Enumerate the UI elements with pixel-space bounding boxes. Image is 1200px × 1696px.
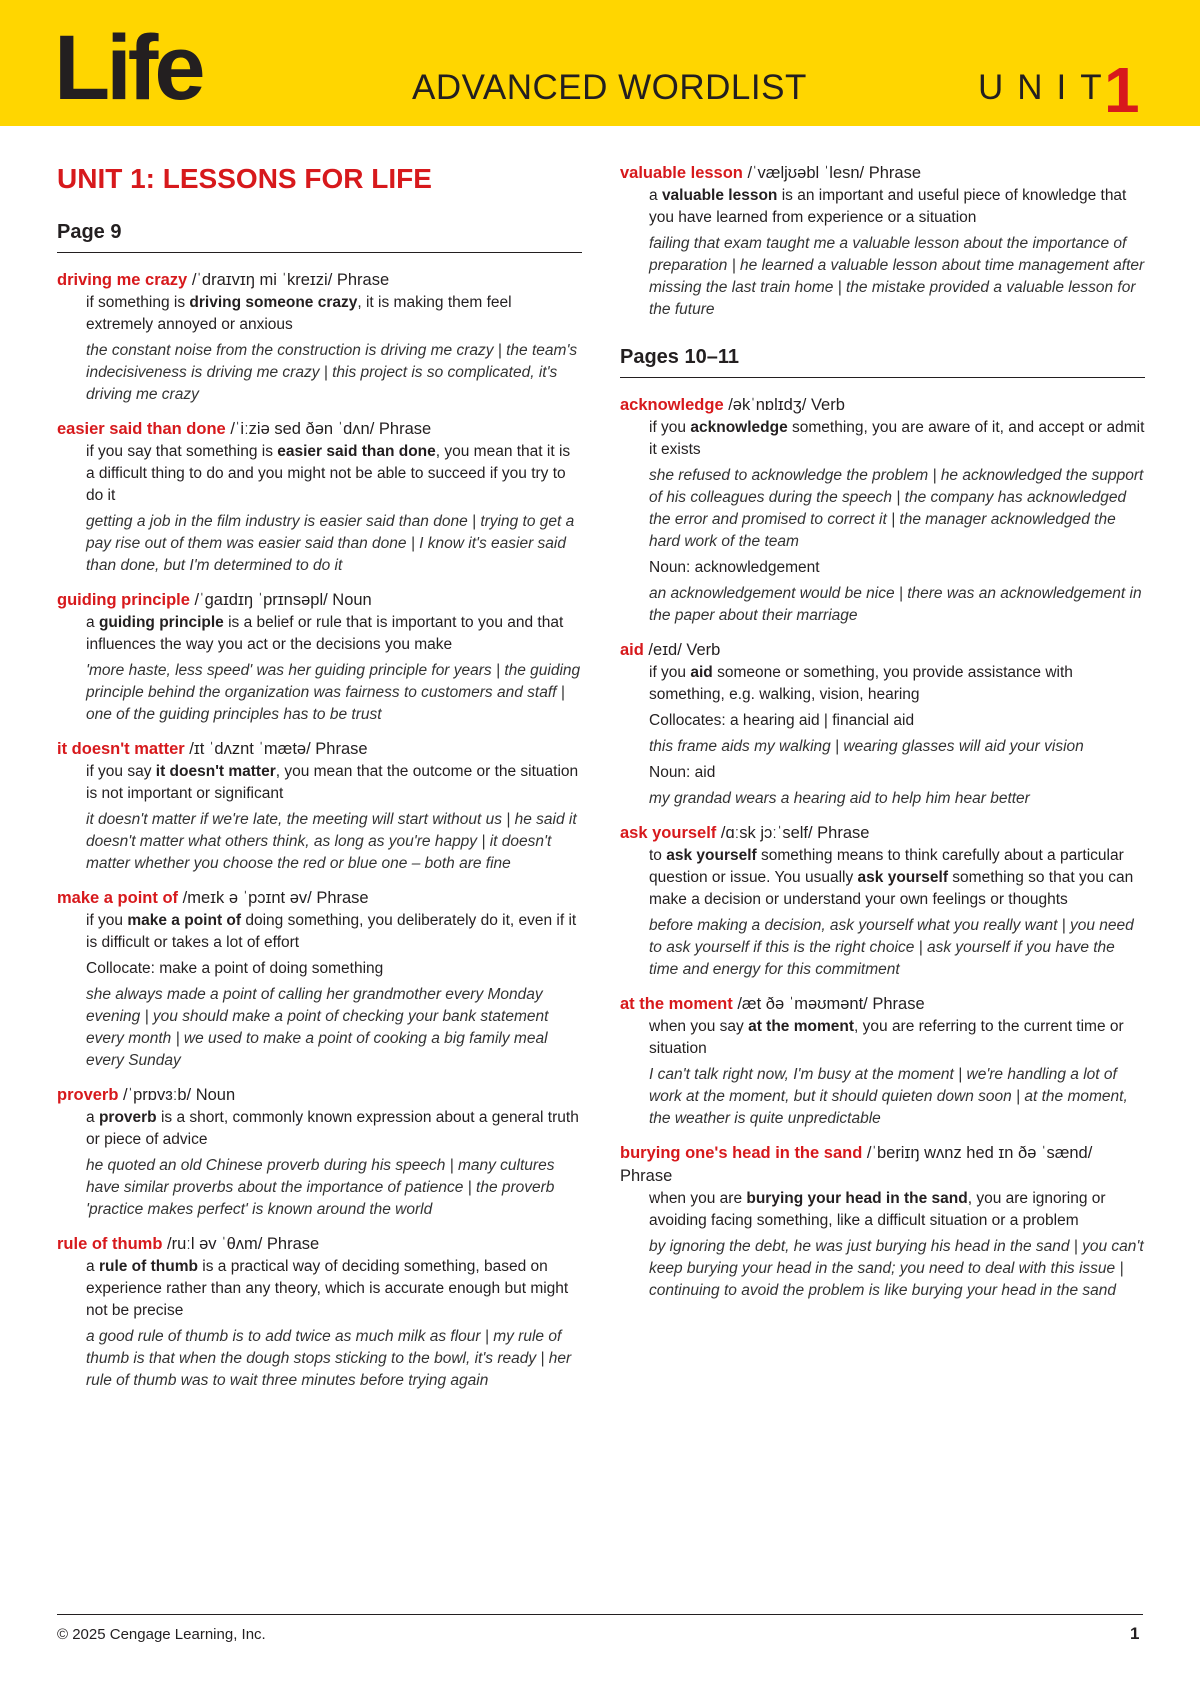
headword: burying one's head in the sand — [620, 1144, 863, 1162]
pronunciation: /ɪt ˈdʌznt ˈmætə/ Phrase — [184, 740, 368, 758]
definition: a valuable lesson is an important and useful piece of knowledge that you have learned from experience or a situation — [649, 187, 1127, 226]
definition: if something is driving someone crazy, it is making them feel extremely annoyed or anxious — [86, 294, 512, 333]
headword: proverb — [57, 1086, 119, 1104]
pronunciation: /ɑːsk jɔːˈself/ Phrase — [716, 824, 870, 842]
definition: when you are burying your head in the sand, you are ignoring or avoiding facing something, like a difficult situation or a problem — [649, 1190, 1106, 1229]
entry-acknowledge — [620, 394, 1145, 627]
examples: by ignoring the debt, he was just burying his head in the sand | you can't keep burying your head in the sand; you need to deal with this issue | continuing to avoid the problem is like burying your head in the sand — [649, 1238, 1144, 1299]
entry-rule-of-thumb — [57, 1233, 582, 1392]
entry-burying-ones-head-in-the-sand — [620, 1142, 1145, 1302]
noun-examples: an acknowledgement would be nice | there was an acknowledgement in the paper about their marriage — [649, 585, 1142, 624]
definition: if you say it doesn't matter, you mean that the outcome or the situation is not important or significant — [86, 763, 579, 802]
definition: if you aid someone or something, you provide assistance with something, e.g. walking, vision, hearing — [649, 664, 1073, 703]
examples: he quoted an old Chinese proverb during his speech | many cultures have similar proverbs about the importance of patience | the proverb 'practice makes perfect' is known around the world — [86, 1157, 555, 1218]
entry-valuable-lesson — [620, 162, 1145, 321]
entry-aid — [620, 639, 1145, 810]
pronunciation: /eɪd/ Verb — [643, 641, 721, 659]
entry-headword — [620, 639, 1145, 662]
entry-headword — [57, 738, 582, 761]
copyright: © 2025 Cengage Learning, Inc. — [57, 1626, 266, 1643]
entry-at-the-moment — [620, 993, 1145, 1130]
pronunciation: /ˈprɒvɜːb/ Noun — [118, 1086, 236, 1104]
pronunciation: /ˈvæljʊəbl ˈlesn/ Phrase — [742, 164, 921, 182]
examples: she refused to acknowledge the problem | he acknowledged the support of his colleagues during the speech | the company has acknowledged the error and promised to correct it | the manager acknowledged the hard work of the team — [649, 467, 1144, 550]
headword: valuable lesson — [620, 164, 743, 182]
entry-easier-said-than-done — [57, 418, 582, 577]
noun-examples: my grandad wears a hearing aid to help him hear better — [649, 790, 1030, 807]
examples: a good rule of thumb is to add twice as much milk as flour | my rule of thumb is that when the dough stops sticking to the bowl, it's ready | her rule of thumb was to wait three minutes before trying again — [86, 1328, 572, 1389]
definition: a rule of thumb is a practical way of deciding something, based on experience rather than any theory, which is accurate enough but might not be precise — [86, 1258, 569, 1319]
footer-divider — [57, 1614, 1143, 1615]
definition: if you acknowledge something, you are aware of it, and accept or admit it exists — [649, 419, 1145, 458]
definition: if you make a point of doing something, you deliberately do it, even if it is difficult or takes a lot of effort — [86, 912, 577, 951]
life-logo: Life — [54, 17, 202, 119]
entry-headword — [620, 162, 1145, 185]
pronunciation: /ruːl əv ˈθʌm/ Phrase — [162, 1235, 320, 1253]
entry-it-doesnt-matter — [57, 738, 582, 875]
definition: a proverb is a short, commonly known expression about a general truth or piece of advice — [86, 1109, 579, 1148]
right-column — [620, 162, 1145, 1314]
pronunciation: /meɪk ə ˈpɔɪnt əv/ Phrase — [178, 889, 369, 907]
definition: a guiding principle is a belief or rule that is important to you and that influences the way you act or the decisions you make — [86, 614, 564, 653]
headword: acknowledge — [620, 396, 724, 414]
pronunciation: /ˈɡaɪdɪŋ ˈprɪnsəpl/ Noun — [189, 591, 372, 609]
headword: it doesn't matter — [57, 740, 185, 758]
examples: getting a job in the film industry is easier said than done | trying to get a pay rise out of them was easier said than done | I know it's easier said than done, but I'm determined to do it — [86, 513, 575, 574]
examples: before making a decision, ask yourself what you really want | you need to ask yourself if this is the right choice | ask yourself if you have the time and energy for this commitment — [649, 917, 1134, 978]
noun-form: Noun: acknowledgement — [649, 559, 820, 576]
pronunciation: /ˈiːziə sed ðən ˈdʌn/ Phrase — [225, 420, 432, 438]
unit-number: 1 — [1104, 54, 1140, 126]
entry-headword — [620, 822, 1145, 845]
header-band — [0, 0, 1200, 126]
entry-ask-yourself — [620, 822, 1145, 981]
headword: easier said than done — [57, 420, 226, 438]
entry-headword — [57, 1233, 582, 1256]
collocate: Collocate: make a point of doing something — [86, 960, 384, 977]
pronunciation: /əkˈnɒlɪdʒ/ Verb — [723, 396, 845, 414]
pronunciation: /ˈberiɪŋ wʌnz hed ɪn ðə ˈsænd/ Phrase — [620, 1144, 1093, 1185]
examples: this frame aids my walking | wearing glasses will aid your vision — [649, 738, 1084, 755]
definition: to ask yourself something means to think carefully about a particular question or issue. You usually ask yourself something so that you can make a decision or understand your own feelings or thoughts — [649, 847, 1134, 908]
headword: driving me crazy — [57, 271, 188, 289]
pronunciation: /æt ðə ˈməʊmənt/ Phrase — [732, 995, 925, 1013]
entry-headword — [57, 269, 582, 292]
examples: failing that exam taught me a valuable lesson about the importance of preparation | he learned a valuable lesson about time management after missing the last train home | the mistake provided a valuable lesson for the future — [649, 235, 1145, 318]
entry-headword — [57, 887, 582, 910]
entry-driving-me-crazy — [57, 269, 582, 406]
examples: it doesn't matter if we're late, the meeting will start without us | he said it doesn't matter what others think, as long as you're happy | it doesn't matter whether you choose the red or blue one – both are fine — [86, 811, 577, 872]
headword: rule of thumb — [57, 1235, 163, 1253]
entry-headword — [620, 993, 1145, 1016]
pronunciation: /ˈdraɪvɪŋ mi ˈkreɪzi/ Phrase — [187, 271, 390, 289]
examples: the constant noise from the construction is driving me crazy | the team's indecisiveness is driving me crazy | this project is so complicated, it's driving me crazy — [86, 342, 578, 403]
headword: guiding principle — [57, 591, 190, 609]
headword: at the moment — [620, 995, 733, 1013]
unit-heading: UNIT 1: LESSONS FOR LIFE — [57, 163, 432, 194]
section-heading-page9: Page 9 — [57, 218, 582, 253]
examples: she always made a point of calling her grandmother every Monday evening | you should make a point of checking your bank statement every month | we used to make a point of cooking a big family meal every Sunday — [86, 986, 549, 1069]
entry-guiding-principle — [57, 589, 582, 726]
headword: aid — [620, 641, 644, 659]
examples: I can't talk right now, I'm busy at the moment | we're handling a lot of work at the moment, but it should quieten down soon | at the moment, the weather is quite unpredictable — [649, 1066, 1128, 1127]
headword: make a point of — [57, 889, 179, 907]
entry-headword — [57, 418, 582, 441]
left-column — [57, 160, 582, 1404]
entry-proverb — [57, 1084, 582, 1221]
entry-headword — [57, 589, 582, 612]
header-title: ADVANCED WORDLIST — [412, 68, 807, 107]
page-number: 1 — [1130, 1624, 1140, 1643]
entry-make-a-point-of — [57, 887, 582, 1072]
entry-headword — [620, 1142, 1145, 1188]
entry-headword — [620, 394, 1145, 417]
entry-headword — [57, 1084, 582, 1107]
section-heading-pages10-11: Pages 10–11 — [620, 343, 1145, 378]
definition: when you say at the moment, you are referring to the current time or situation — [649, 1018, 1124, 1057]
noun-form: Noun: aid — [649, 764, 716, 781]
examples: 'more haste, less speed' was her guiding principle for years | the guiding principle behind the organization was fairness to customers and staff | one of the guiding principles has to be trust — [86, 662, 581, 723]
definition: if you say that something is easier said than done, you mean that it is a difficult thing to do and you might not be able to succeed if you try to do it — [86, 443, 571, 504]
unit-label: UNIT — [978, 68, 1116, 107]
collocates: Collocates: a hearing aid | financial aid — [649, 712, 915, 729]
headword: ask yourself — [620, 824, 717, 842]
